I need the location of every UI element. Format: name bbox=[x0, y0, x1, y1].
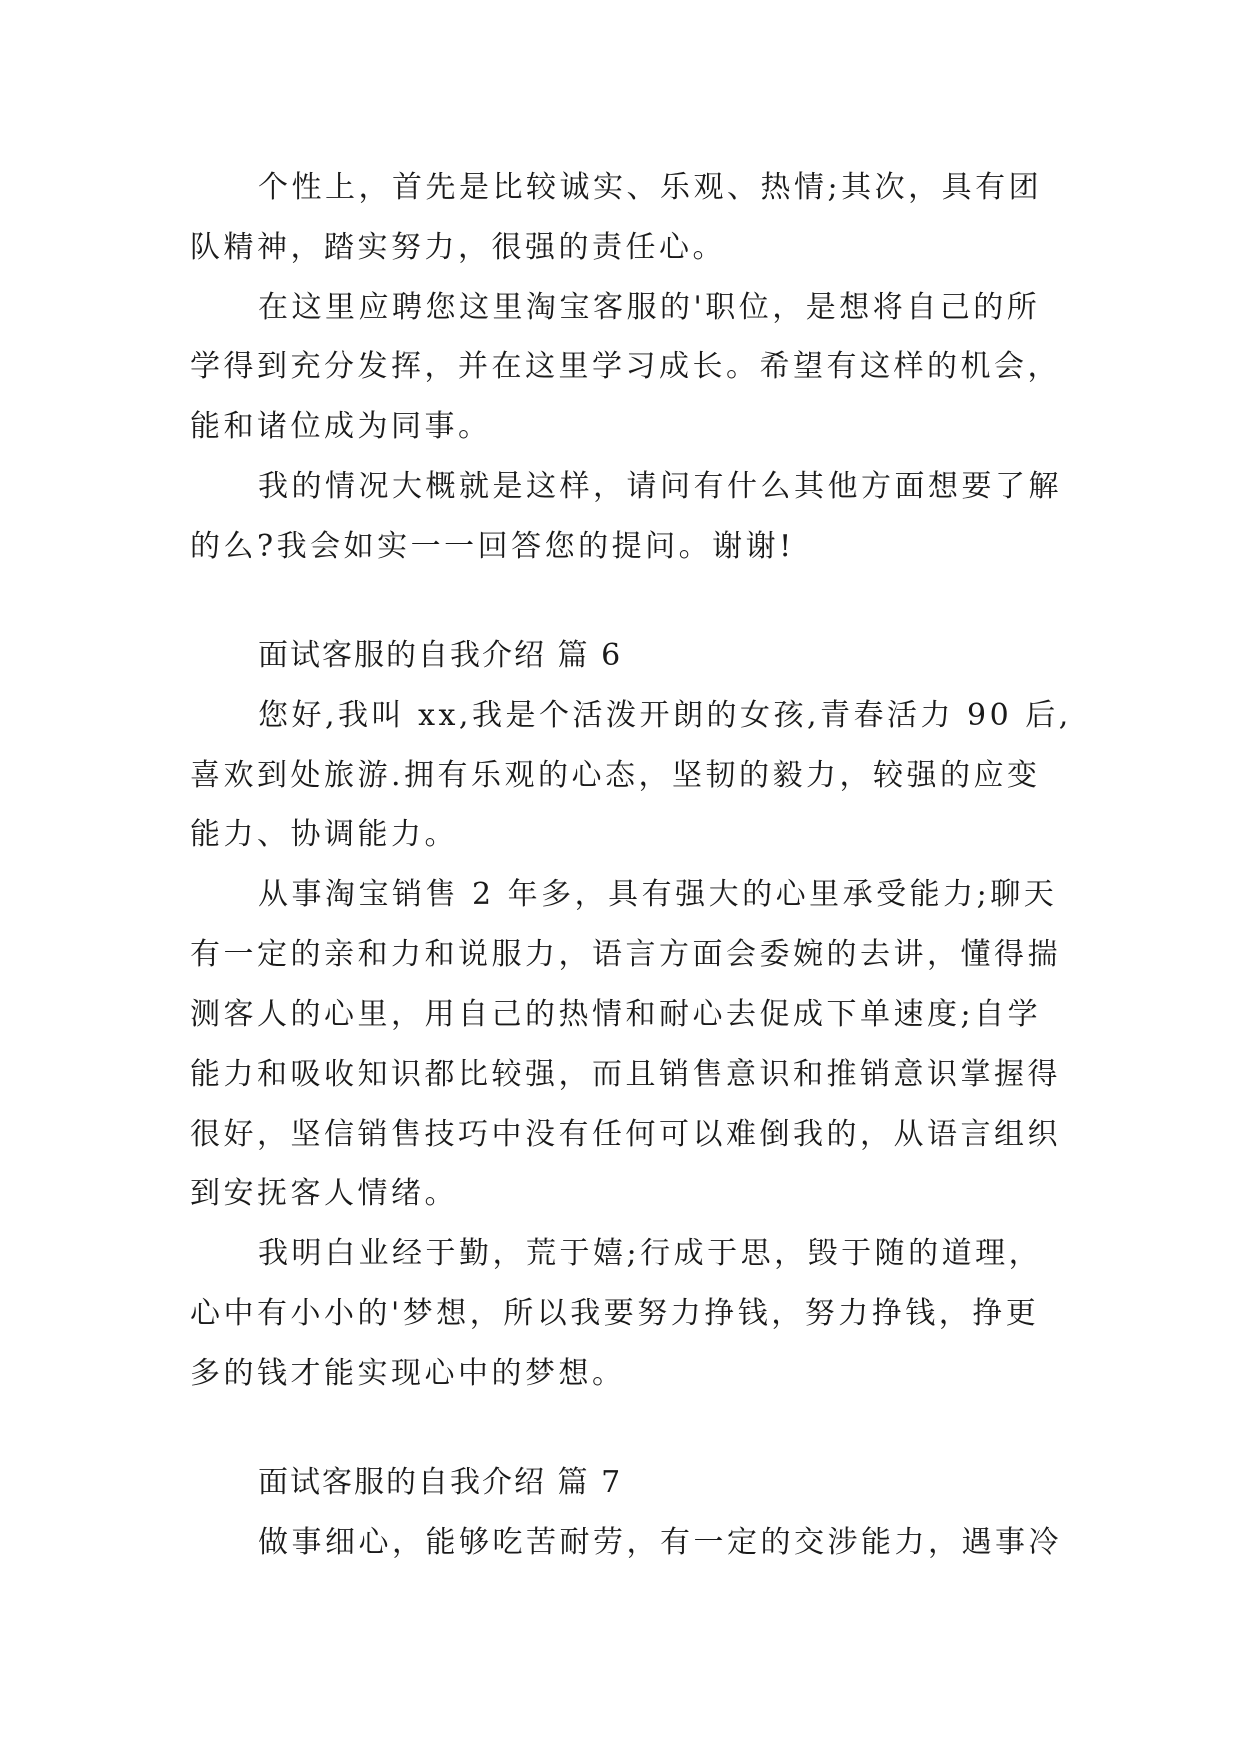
paragraph-line: 在这里应聘您这里淘宝客服的'职位，是想将自己的所 bbox=[258, 290, 1041, 325]
paragraph-line: 的么?我会如实一一回答您的提问。谢谢! bbox=[190, 529, 795, 564]
paragraph-line: 能力、协调能力。 bbox=[190, 817, 458, 852]
paragraph-line: 测客人的心里，用自己的热情和耐心去促成下单速度;自学 bbox=[190, 997, 1042, 1032]
paragraph-line: 学得到充分发挥，并在这里学习成长。希望有这样的机会， bbox=[190, 349, 1061, 384]
paragraph-line: 很好，坚信销售技巧中没有任何可以难倒我的，从语言组织 bbox=[190, 1117, 1061, 1152]
paragraph-line: 到安抚客人情绪。 bbox=[190, 1176, 458, 1211]
paragraph-line: 队精神，踏实努力，很强的责任心。 bbox=[190, 230, 726, 265]
paragraph-line: 有一定的亲和力和说服力，语言方面会委婉的去讲，懂得揣 bbox=[190, 937, 1061, 972]
paragraph-line: 喜欢到处旅游.拥有乐观的心态，坚韧的毅力，较强的应变 bbox=[190, 758, 1041, 793]
section-heading: 面试客服的自我介绍 篇 7 bbox=[258, 1465, 623, 1500]
paragraph-line: 能力和吸收知识都比较强，而且销售意识和推销意识掌握得 bbox=[190, 1057, 1061, 1092]
paragraph-line: 多的钱才能实现心中的梦想。 bbox=[190, 1356, 626, 1391]
paragraph-line: 您好,我叫 xx,我是个活泼开朗的女孩,青春活力 90 后, bbox=[258, 698, 1072, 733]
paragraph-line: 心中有小小的'梦想，所以我要努力挣钱，努力挣钱，挣更 bbox=[190, 1296, 1040, 1331]
paragraph-line: 我的情况大概就是这样，请问有什么其他方面想要了解 bbox=[258, 469, 1062, 504]
paragraph-line: 从事淘宝销售 2 年多，具有强大的心里承受能力;聊天 bbox=[258, 877, 1058, 912]
paragraph-line: 做事细心，能够吃苦耐劳，有一定的交涉能力，遇事冷 bbox=[258, 1525, 1062, 1560]
paragraph-line: 个性上，首先是比较诚实、乐观、热情;其次，具有团 bbox=[258, 170, 1043, 205]
paragraph-line: 我明白业经于勤，荒于嬉;行成于思，毁于随的道理， bbox=[258, 1236, 1043, 1271]
paragraph-line: 能和诸位成为同事。 bbox=[190, 409, 492, 444]
section-heading: 面试客服的自我介绍 篇 6 bbox=[258, 638, 623, 673]
